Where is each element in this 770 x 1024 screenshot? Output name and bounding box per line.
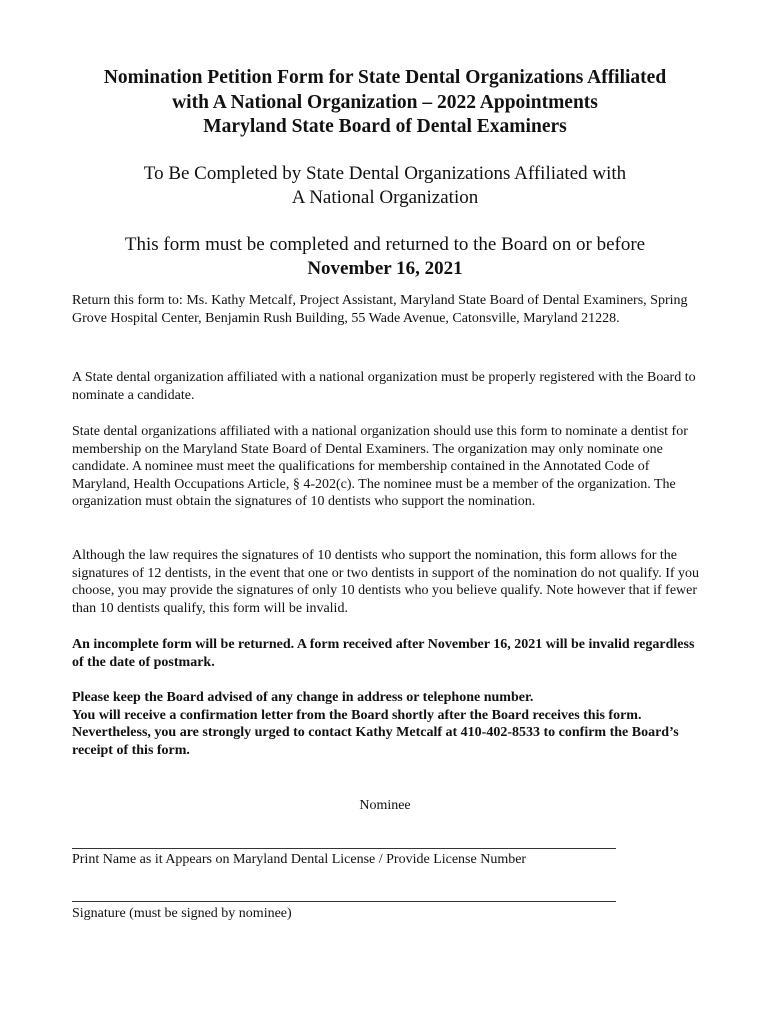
nominee-heading: Nominee <box>359 798 411 813</box>
form-subtitle <box>40 162 730 209</box>
deadline-notice <box>40 233 730 281</box>
title-line-1: Nomination Petition Form for State Dental Organizations Affiliated <box>103 67 667 88</box>
title-line-2: with A National Organization – 2022 Appointments <box>172 91 598 113</box>
registration-paragraph: A State dental organization affiliated with a national organization must be properly registered with the Board to nominate a candidate. <box>72 370 696 403</box>
instructions-paragraph: State dental organizations affiliated with a national organization should use this form to nominate a dentist for membership on the Maryland State Board of Dental Examiners. The organization may only nominate one candidate. A nominee must meet the qualifications for membership contained in the Annotated Code of Maryland, Health Occupations Article, § 4-202(c). The nominee must be a member of the organization. The organization must obtain the signatures of 10 dentists who support the nomination. <box>72 424 688 510</box>
print-name-label: Print Name as it Appears on Maryland Dental License / Provide License Number <box>72 852 527 867</box>
title-line-3: Maryland State Board of Dental Examiners <box>203 116 567 137</box>
form-title <box>40 66 730 140</box>
deadline-date: November 16, 2021 <box>307 258 463 279</box>
subtitle-line-2: A National Organization <box>291 186 479 208</box>
incomplete-warning-paragraph: An incomplete form will be returned. A form received after November 16, 2021 will be invalid regardless of the date of postmark. <box>72 637 695 670</box>
contact-paragraph <box>72 689 700 759</box>
signature-field-line[interactable] <box>72 901 616 902</box>
return-address-paragraph: Return this form to: Ms. Kathy Metcalf, Project Assistant, Maryland State Board of Dental Examiners, Spring Grove Hospital Center, Benjamin Rush Building, 55 Wade Avenue, Catonsville, Maryland 21228. <box>72 293 688 326</box>
signature-label: Signature (must be signed by nominee) <box>72 906 292 921</box>
deadline-text: This form must be completed and returned to the Board on or before <box>124 234 646 255</box>
subtitle-line-1: To Be Completed by State Dental Organizations Affiliated with <box>143 163 627 184</box>
print-name-field-line[interactable] <box>72 848 616 849</box>
contact-line-1: Please keep the Board advised of any change in address or telephone number. <box>72 690 534 705</box>
signatures-note-paragraph: Although the law requires the signatures of 10 dentists who support the nomination, this form allows for the signatures of 12 dentists, in the event that one or two dentists in support of the nomination do not qualify. If you choose, you may provide the signatures of only 10 dentists who you believe qualify. Note however that if fewer than 10 dentists qualify, this form will be invalid. <box>72 548 700 616</box>
contact-line-2: You will receive a confirmation letter from the Board shortly after the Board receives this form. Nevertheless, you are strongly urged to contact Kathy Metcalf at 410-402-8533 to confirm the Board’s receipt of this form. <box>72 707 679 758</box>
